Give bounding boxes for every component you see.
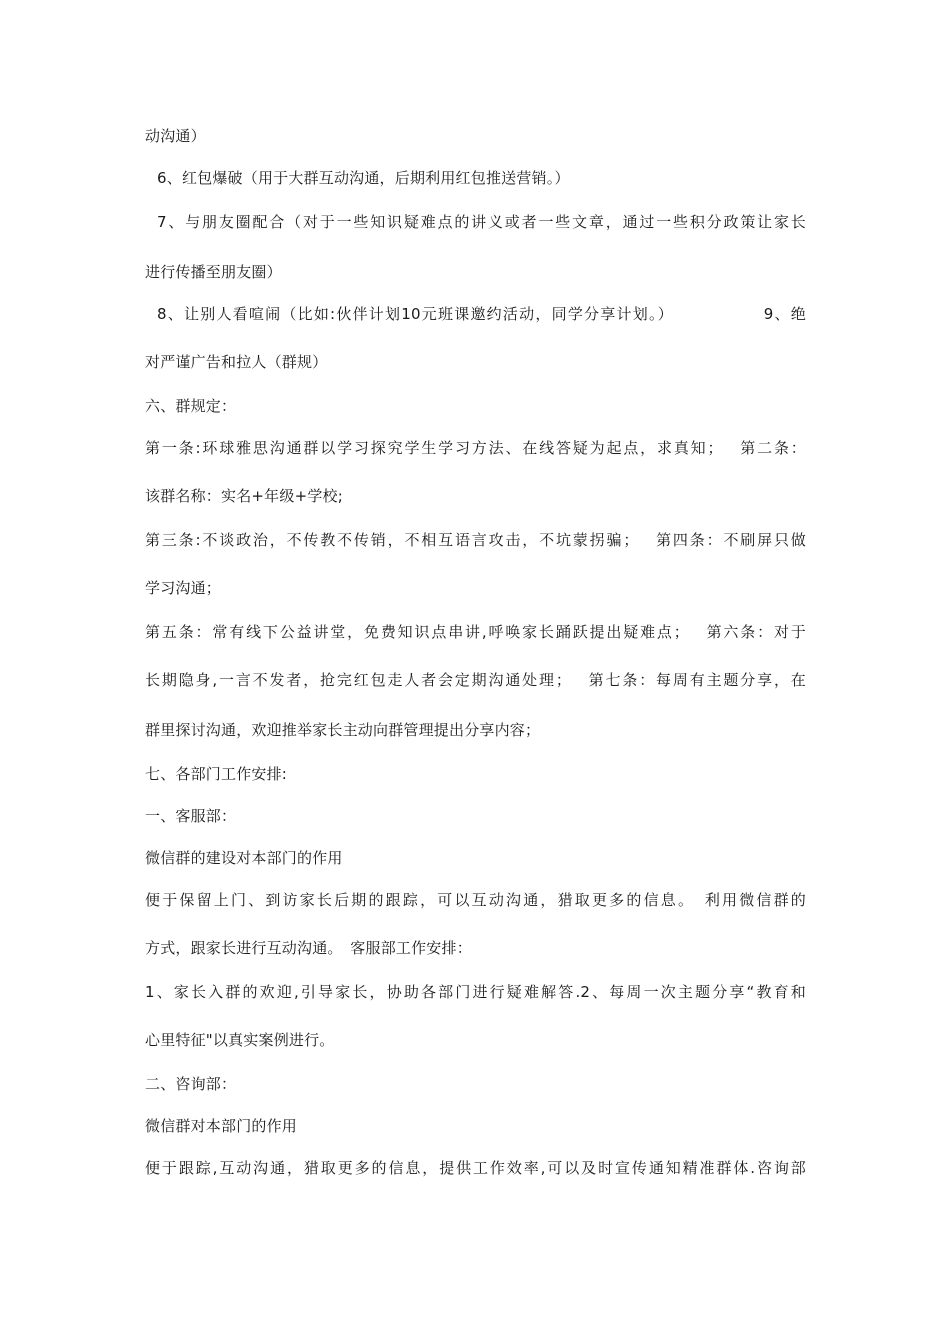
subheading-consulting: 二、咨询部： — [145, 1075, 237, 1093]
list-item-8: 8、让别人看喧闹（比如:伙伴计划10元班课邀约活动，同学分享计划。） 9、绝 — [157, 305, 806, 323]
rule-2: 该群名称：实名+年级+学校; — [145, 487, 343, 505]
text-line: 群里探讨沟通，欢迎推举家长主动向群管理提出分享内容； — [145, 721, 541, 739]
section-heading-rules: 六、群规定： — [145, 397, 237, 415]
list-item-6: 6、红包爆破（用于大群互动沟通，后期利用红包推送营销。） — [157, 169, 570, 187]
list-item-7: 7、与朋友圈配合（对于一些知识疑难点的讲义或者一些文章，通过一些积分政策让家长 — [157, 213, 806, 231]
text-line: 对严谨广告和拉人（群规） — [145, 353, 328, 371]
text-line: 方式，跟家长进行互动沟通。 客服部工作安排： — [145, 939, 472, 957]
text-line: 便于保留上门、到访家长后期的跟踪，可以互动沟通，猎取更多的信息。 利用微信群的 — [145, 891, 806, 909]
rule-5: 第五条：常有线下公益讲堂，免费知识点串讲,呼唤家长踊跃提出疑难点； 第六条：对于 — [145, 623, 806, 641]
text-line: 微信群的建设对本部门的作用 — [145, 849, 343, 867]
text-line: 学习沟通； — [145, 579, 222, 597]
text-line: 1、家长入群的欢迎,引导家长，协助各部门进行疑难解答.2、每周一次主题分享“教育和 — [145, 983, 806, 1001]
section-heading-departments: 七、各部门工作安排: — [145, 765, 288, 783]
rule-1: 第一条:环球雅思沟通群以学习探究学生学习方法、在线答疑为起点，求真知； 第二条： — [145, 439, 806, 457]
text-line: 动沟通） — [145, 127, 206, 145]
text-line: 微信群对本部门的作用 — [145, 1117, 298, 1135]
subheading-customer-service: 一、客服部： — [145, 807, 237, 825]
text-line: 心里特征"以真实案例进行。 — [145, 1031, 335, 1049]
text-line: 进行传播至朋友圈） — [145, 263, 282, 281]
text-line: 便于跟踪,互动沟通，猎取更多的信息，提供工作效率,可以及时宣传通知精准群体.咨询部 — [145, 1159, 806, 1177]
rule-3: 第三条:不谈政治，不传教不传销，不相互语言攻击，不坑蒙拐骗； 第四条：不刷屏只做 — [145, 531, 806, 549]
rule-6: 长期隐身,一言不发者，抢完红包走人者会定期沟通处理； 第七条：每周有主题分享，在 — [145, 671, 806, 689]
